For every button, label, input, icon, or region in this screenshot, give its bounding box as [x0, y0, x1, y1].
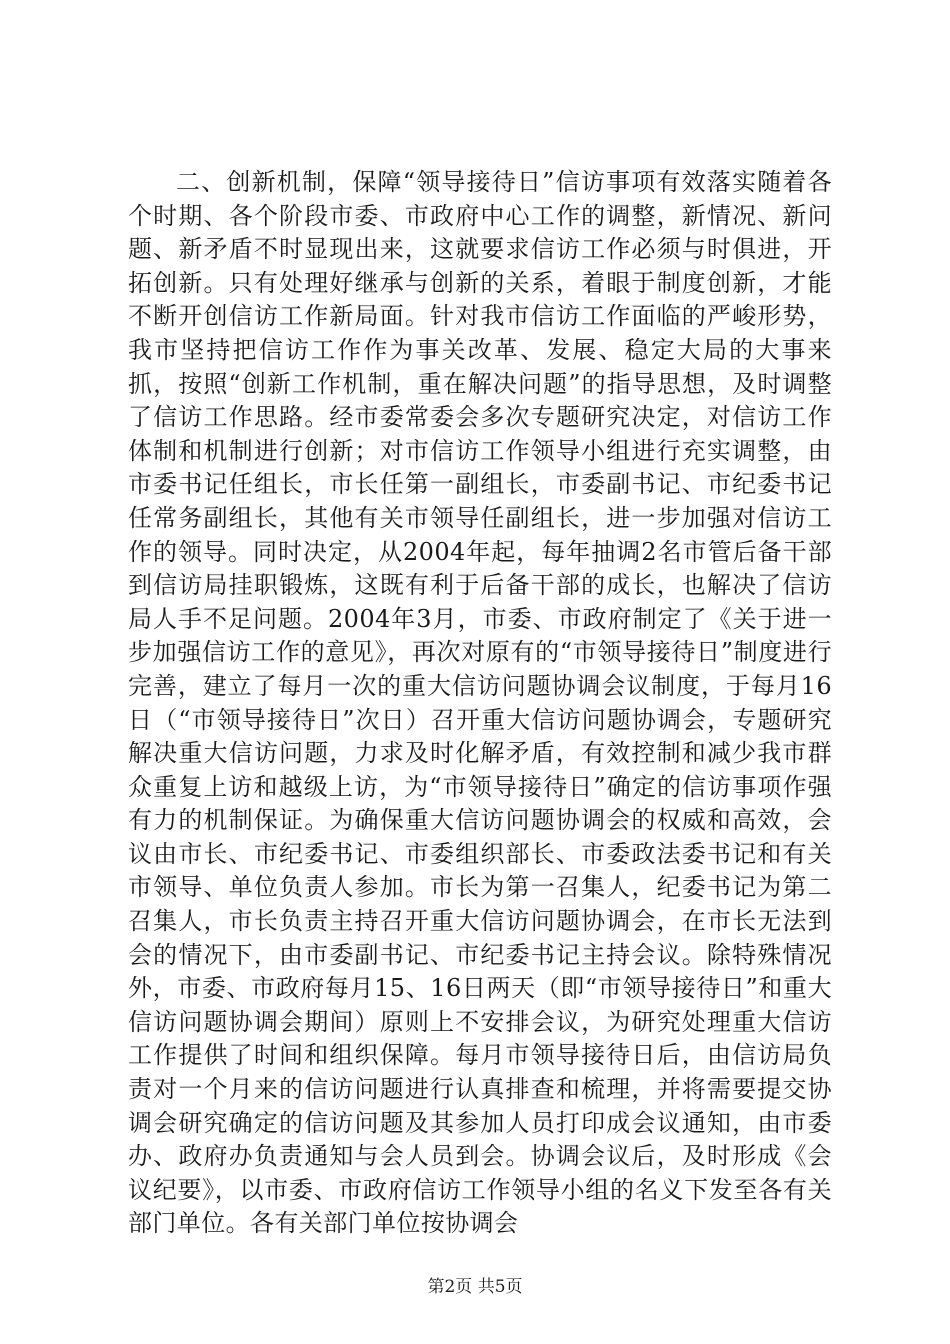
body-paragraph: 二、创新机制，保障“领导接待日”信访事项有效落实随着各个时期、各个阶段市委、市政府中心工作的调整，新情况、新问题、新矛盾不时显现出来，这就要求信访工作必须与时俱进，开拓创新。只有处理好继承与创新的关系，着眼于制度创新，才能不断开创信访工作新局面。针对我市信访工作面临的严峻形势，我市坚持把信访工作作为事关改革、发展、稳定大局的大事来抓，按照“创新工作机制，重在解决问题”的指导思想，及时调整了信访工作思路。经市委常委会多次专题研究决定，对信访工作体制和机制进行创新；对市信访工作领导小组进行充实调整，由市委书记任组长，市长任第一副组长，市委副书记、市纪委书记任常务副组长，其他有关市领导任副组长，进一步加强对信访工作的领导。同时决定，从2004年起，每年抽调2名市管后备干部到信访局挂职锻炼，这既有利于后备干部的成长，也解决了信访局人手不足问题。2004年3月，市委、市政府制定了《关于进一步加强信访工作的意见》，再次对原有的“市领导接待日”制度进行完善，建立了每月一次的重大信访问题协调会议制度，于每月16日（“市领导接待日”次日）召开重大信访问题协调会，专题研究解决重大信访问题，力求及时化解矛盾，有效控制和减少我市群众重复上访和越级上访，为“市领导接待日”确定的信访事项作强有力的机制保证。为确保重大信访问题协调会的权威和高效，会议由市长、市纪委书记、市委组织部长、市委政法委书记和有关市领导、单位负责人参加。市长为第一召集人，纪委书记为第二召集人，市长负责主持召开重大信访问题协调会，在市长无法到会的情况下，由市委副书记、市纪委书记主持会议。除特殊情况外，市委、市政府每月15、16日两天（即“市领导接待日”和重大信访问题协调会期间）原则上不安排会议，为研究处理重大信访工作提供了时间和组织保障。每月市领导接待日后，由信访局负责对一个月来的信访问题进行认真排查和梳理，并将需要提交协调会研究确定的信访问题及其参加人员打印成会议通知，由市委办、政府办负责通知与会人员到会。协调会议后，及时形成《会议纪要》，以市委、市政府信访工作领导小组的名义下发至各有关部门单位。各有关部门单位按协调会 [128, 168, 832, 1238]
page-number-footer: 第2页 共5页 [427, 1277, 523, 1297]
